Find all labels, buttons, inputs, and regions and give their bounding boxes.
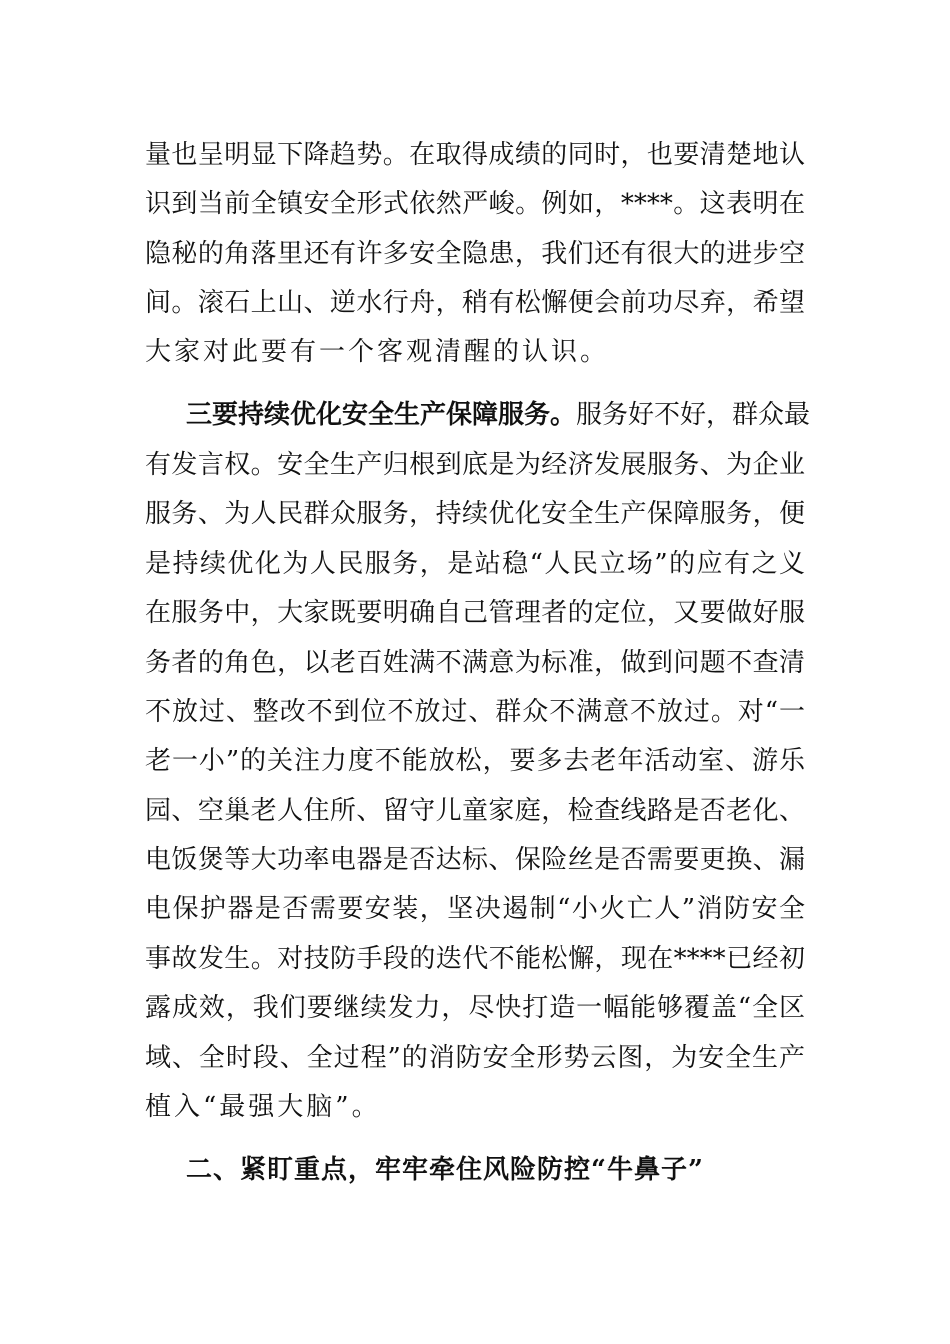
paragraph2-line-14: 域、全时段、全过程”的消防安全形势云图，为安全生产 xyxy=(145,1043,805,1073)
paragraph2-lead-bold: 三要持续优化安全生产保障服务。 xyxy=(186,400,577,430)
paragraph2-line-15: 植入“最强大脑”。 xyxy=(145,1092,381,1122)
paragraph2-lead-rest: 服务好不好，群众最 xyxy=(576,400,811,430)
paragraph2-line-12: 事故发生。对技防手段的迭代不能松懈，现在****已经初 xyxy=(145,944,805,974)
paragraph2-line-1 xyxy=(186,395,811,435)
paragraph2-line-2: 有发言权。安全生产归根到底是为经济发展服务、为企业 xyxy=(145,450,805,480)
paragraph2-line-10: 电饭煲等大功率电器是否达标、保险丝是否需要更换、漏 xyxy=(145,845,805,875)
paragraph1-line-3: 隐秘的角落里还有许多安全隐患，我们还有很大的进步空 xyxy=(145,239,805,269)
paragraph2-line-9: 园、空巢老人住所、留守儿童家庭，检查线路是否老化、 xyxy=(145,796,805,826)
paragraph2-line-6: 务者的角色，以老百姓满不满意为标准，做到问题不查清 xyxy=(145,648,805,678)
paragraph2-line-5: 在服务中，大家既要明确自己管理者的定位，又要做好服 xyxy=(145,598,805,628)
paragraph1-line-1: 量也呈明显下降趋势。在取得成绩的同时，也要清楚地认 xyxy=(145,140,805,170)
paragraph2-line-8: 老一小”的关注力度不能放松，要多去老年活动室、游乐 xyxy=(145,746,805,776)
paragraph2-line-11: 电保护器是否需要安装，坚决遏制“小火亡人”消防安全 xyxy=(145,894,805,924)
paragraph1-line-2: 识到当前全镇安全形式依然严峻。例如，****。这表明在 xyxy=(145,189,805,219)
paragraph2-line-3: 服务、为人民群众服务，持续优化安全生产保障服务，便 xyxy=(145,499,805,529)
section-heading: 二、紧盯重点，牢牢牵住风险防控“牛鼻子” xyxy=(186,1155,704,1185)
paragraph2-line-4: 是持续优化为人民服务，是站稳“人民立场”的应有之义 xyxy=(145,549,805,579)
paragraph2-line-13: 露成效，我们要继续发力，尽快打造一幅能够覆盖“全区 xyxy=(145,993,805,1023)
paragraph1-line-4: 间。滚石上山、逆水行舟，稍有松懈便会前功尽弃，希望 xyxy=(145,288,805,318)
paragraph1-line-5: 大家对此要有一个客观清醒的认识。 xyxy=(145,337,610,367)
paragraph2-line-7: 不放过、整改不到位不放过、群众不满意不放过。对“一 xyxy=(145,697,805,727)
